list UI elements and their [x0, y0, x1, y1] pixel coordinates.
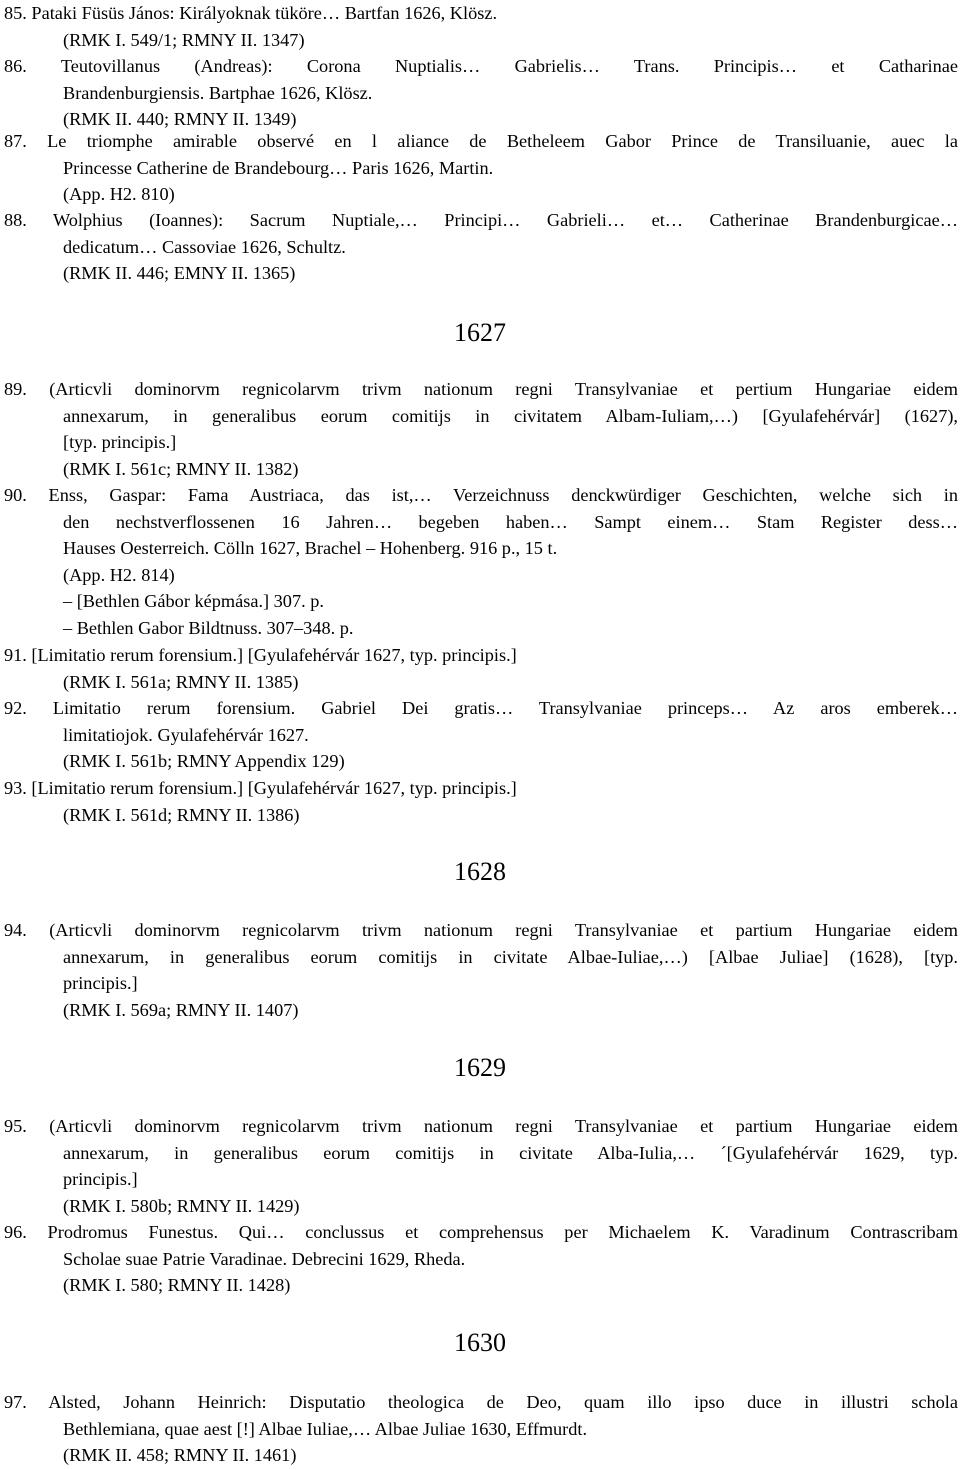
bibliography-entry: [4, 1219, 958, 1299]
bibliography-entry: [4, 775, 958, 828]
entry-first-line: 86. Teutovillanus (Andreas): Corona Nuptialis… Gabrielis… Trans. Principis… et Catharinae: [4, 56, 958, 76]
entry-first-line: 96. Prodromus Funestus. Qui… conclussus et comprehensus per Michaelem K. Varadinum Contrascribam: [4, 1222, 958, 1242]
entry-continuation-line: – Bethlen Gabor Bildtnuss. 307–348. p.: [63, 617, 354, 638]
bibliography-entry: [4, 0, 958, 53]
entry-continuation-line: Bethlemiana, quae aest [!] Albae Iuliae,… Albae Juliae 1630, Effmurdt.: [63, 1418, 588, 1439]
entry-continuation-line: annexarum, in generalibus eorum comitijs in civitate Alba-Iulia,… ´[Gyulafehérvár 1629, typ.: [63, 1142, 958, 1163]
entry-first-line: 92. Limitatio rerum forensium. Gabriel Dei gratis… Transylvaniae princeps… Az aros emberek…: [4, 698, 958, 718]
bibliography-entry: [4, 53, 958, 133]
entry-continuation-line: den nechstverflossenen 16 Jahren… begeben haben… Sampt einem… Stam Register dess…: [63, 511, 958, 532]
bibliography-entry: [4, 1113, 958, 1219]
bibliography-entry: [4, 917, 958, 1023]
entry-continuation-line: (RMK I. 580b; RMNY II. 1429): [63, 1195, 300, 1216]
entry-continuation-line: Brandenburgiensis. Bartphae 1626, Klösz.: [63, 82, 373, 103]
entry-first-line: 91. [Limitatio rerum forensium.] [Gyulafehérvár 1627, typ. principis.]: [4, 645, 517, 665]
entry-continuation-line: (RMK I. 569a; RMNY II. 1407): [63, 999, 299, 1020]
bibliography-entry: [4, 642, 958, 695]
entry-first-line: 89. (Articvli dominorvm regnicolarvm trivm nationum regni Transylvaniae et pertium Hungariae eidem: [4, 379, 958, 399]
bibliography-entry: [4, 695, 958, 775]
year-heading: 1629: [454, 1053, 506, 1082]
entry-continuation-line: (RMK I. 549/1; RMNY II. 1347): [63, 29, 305, 50]
entry-first-line: 87. Le triomphe amirable observé en l aliance de Betheleem Gabor Prince de Transiluanie, auec la: [4, 131, 958, 151]
entry-continuation-line: (App. H2. 810): [63, 184, 175, 205]
bibliography-entry: [4, 482, 958, 642]
entry-continuation-line: (RMK II. 458; RMNY II. 1461): [63, 1445, 297, 1466]
entry-first-line: 95. (Articvli dominorvm regnicolarvm trivm nationum regni Transylvaniae et partium Hungariae eidem: [4, 1116, 958, 1136]
entry-continuation-line: Hauses Oesterreich. Cölln 1627, Brachel – Hohenberg. 916 p., 15 t.: [63, 538, 558, 559]
entry-continuation-line: – [Bethlen Gábor képmása.] 307. p.: [63, 591, 324, 612]
entry-continuation-line: Princesse Catherine de Brandebourg… Paris 1626, Martin.: [63, 157, 494, 178]
entry-continuation-line: principis.]: [63, 973, 138, 994]
bibliography-entry: [4, 1389, 958, 1469]
entry-continuation-line: (App. H2. 814): [63, 564, 175, 585]
entry-first-line: 85. Pataki Füsüs János: Királyoknak tüköre… Bartfan 1626, Klösz.: [4, 3, 498, 23]
bibliography-entry: [4, 376, 958, 482]
entry-continuation-line: (RMK I. 561b; RMNY Appendix 129): [63, 751, 345, 772]
entry-first-line: 93. [Limitatio rerum forensium.] [Gyulafehérvár 1627, typ. principis.]: [4, 778, 517, 798]
entry-first-line: 88. Wolphius (Ioannes): Sacrum Nuptiale,… Principi… Gabrieli… et… Catherinae Brandenburgicae…: [4, 210, 958, 230]
entry-continuation-line: (RMK I. 580; RMNY II. 1428): [63, 1275, 291, 1296]
entry-first-line: 90. Enss, Gaspar: Fama Austriaca, das ist,… Verzeichnuss denckwürdiger Geschichten, welche sich in: [4, 485, 958, 505]
entry-continuation-line: [typ. principis.]: [63, 432, 177, 453]
entry-continuation-line: (RMK II. 446; EMNY II. 1365): [63, 263, 296, 284]
year-heading: 1630: [454, 1328, 506, 1357]
entry-continuation-line: Scholae suae Patrie Varadinae. Debrecini 1629, Rheda.: [63, 1248, 466, 1269]
entry-continuation-line: principis.]: [63, 1169, 138, 1190]
entry-continuation-line: (RMK II. 440; RMNY II. 1349): [63, 109, 297, 130]
entry-continuation-line: dedicatum… Cassoviae 1626, Schultz.: [63, 236, 346, 257]
entry-first-line: 97. Alsted, Johann Heinrich: Disputatio theologica de Deo, quam illo ipso duce in illustri schola: [4, 1392, 958, 1412]
entry-continuation-line: limitatiojok. Gyulafehérvár 1627.: [63, 724, 309, 745]
entry-continuation-line: annexarum, in generalibus eorum comitijs in civitatem Albam-Iuliam,…) [Gyulafehérvár] (1627),: [63, 405, 958, 426]
entry-continuation-line: annexarum, in generalibus eorum comitijs in civitate Albae-Iuliae,…) [Albae Juliae] (1628), [typ.: [63, 946, 958, 967]
year-heading: 1627: [454, 318, 506, 347]
entry-continuation-line: (RMK I. 561d; RMNY II. 1386): [63, 804, 300, 825]
bibliography-entry: [4, 207, 958, 287]
bibliography-entry: [4, 128, 958, 208]
year-heading: 1628: [454, 857, 506, 886]
entry-first-line: 94. (Articvli dominorvm regnicolarvm trivm nationum regni Transylvaniae et partium Hungariae eidem: [4, 920, 958, 940]
entry-continuation-line: (RMK I. 561c; RMNY II. 1382): [63, 458, 299, 479]
entry-continuation-line: (RMK I. 561a; RMNY II. 1385): [63, 671, 299, 692]
